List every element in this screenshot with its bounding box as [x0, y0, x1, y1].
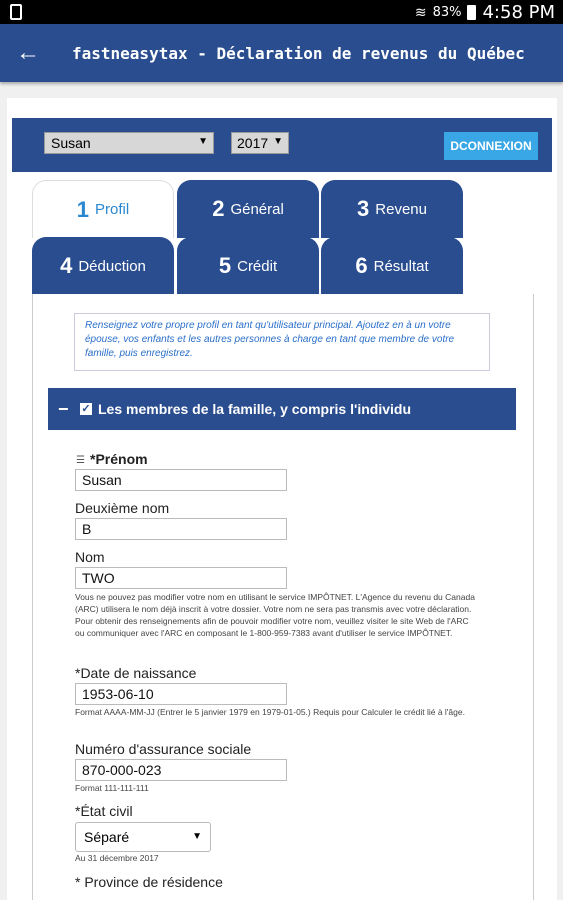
app-title: fastneasytax - Déclaration de revenus du Québec — [72, 43, 525, 63]
dob-note: Format AAAA-MM-JJ (Entrer le 5 janvier 1979 en 1979-01-05.) Requis pour Calculer le crédit lié à l'âge. — [75, 707, 465, 717]
marital-status-note: Au 31 décembre 2017 — [75, 853, 159, 863]
tab-credit[interactable] — [177, 237, 319, 295]
battery-icon — [467, 5, 476, 20]
collapse-icon[interactable]: − — [58, 398, 69, 419]
tab-revenu[interactable] — [321, 180, 463, 238]
tab-general[interactable] — [177, 180, 319, 238]
tab-label: Revenu — [375, 200, 427, 218]
sin-label: Numéro d'assurance sociale — [75, 741, 252, 757]
sin-field[interactable]: 870-000-023 — [75, 759, 287, 781]
clock: 4:58 PM — [482, 2, 555, 23]
year-select-value: 2017 — [237, 135, 269, 151]
tab-number: 2 — [212, 196, 225, 221]
middle-name-label: Deuxième nom — [75, 500, 170, 516]
info-message: Renseignez votre propre profil en tant qu'utilisateur principal. Ajoutez en à un votre épouse, vos enfants et les autres personnes à charge en tant que membre de votre famille, puis enregistrez. — [74, 313, 490, 371]
tab-number: 3 — [357, 196, 370, 221]
last-name-field[interactable]: TWO — [75, 567, 287, 589]
tab-deduction[interactable] — [32, 237, 174, 295]
user-select-value: Susan — [51, 135, 91, 151]
wifi-icon: ≋ — [414, 4, 427, 21]
drag-handle-icon[interactable]: ☰ — [76, 455, 85, 466]
last-name-note: Vous ne pouvez pas modifier votre nom en utilisant le service IMPÔTNET. L'Agence du revenu du Canada (ARC) utilisera le nom déjà inscrit à votre dossier. Votre nom ne sera pas transmis avec votre déclaration. Pour obtenir des renseignements afin de pouvoir modifier votre nom, veuillez visiter le site Web de l'ARC ou communiquer avec l'ARC en composant le 1-800-959-7383 avant d'utiliser le service IMPÔTNET. — [75, 592, 475, 638]
chevron-down-icon: ▼ — [192, 831, 202, 842]
tab-number: 1 — [76, 196, 90, 222]
status-bar — [0, 0, 563, 24]
province-label: * Province de résidence — [75, 874, 223, 890]
tab-label: Résultat — [373, 257, 429, 275]
tab-label: Profil — [95, 201, 130, 218]
dob-field[interactable]: 1953-06-10 — [75, 683, 287, 705]
status-right — [415, 2, 555, 23]
tab-label: Crédit — [237, 257, 278, 275]
tab-number: 4 — [60, 253, 73, 278]
back-arrow-icon[interactable]: ← — [16, 39, 40, 66]
battery-percent: 83% — [432, 5, 462, 20]
marital-status-select[interactable] — [75, 822, 211, 852]
family-section-header[interactable] — [48, 388, 516, 430]
chevron-down-icon: ▼ — [198, 136, 208, 147]
tab-number: 5 — [218, 253, 232, 278]
user-select[interactable] — [44, 132, 214, 154]
middle-name-field[interactable]: B — [75, 518, 287, 540]
tab-resultat[interactable] — [321, 237, 463, 295]
dob-label: *Date de naissance — [75, 665, 197, 681]
marital-status-label: *État civil — [75, 803, 133, 819]
first-name-field[interactable]: Susan — [75, 469, 287, 491]
logout-button[interactable]: DCONNEXION — [444, 132, 538, 160]
year-select[interactable] — [231, 132, 289, 154]
first-name-label: *Prénom — [90, 451, 148, 467]
sin-note: Format 111-111-111 — [75, 783, 149, 793]
app-bar — [0, 24, 563, 82]
marital-status-value: Séparé — [84, 829, 130, 845]
tab-number: 6 — [355, 253, 368, 278]
tab-profil[interactable] — [32, 180, 174, 238]
checkbox[interactable]: ✓ — [81, 403, 91, 415]
last-name-label: Nom — [75, 549, 105, 565]
phone-icon — [10, 4, 22, 20]
chevron-down-icon: ▼ — [273, 136, 283, 147]
section-title: Les membres de la famille, y compris l'individu — [98, 401, 411, 417]
tab-label: Déduction — [78, 257, 146, 275]
tab-label: Général — [230, 200, 284, 218]
